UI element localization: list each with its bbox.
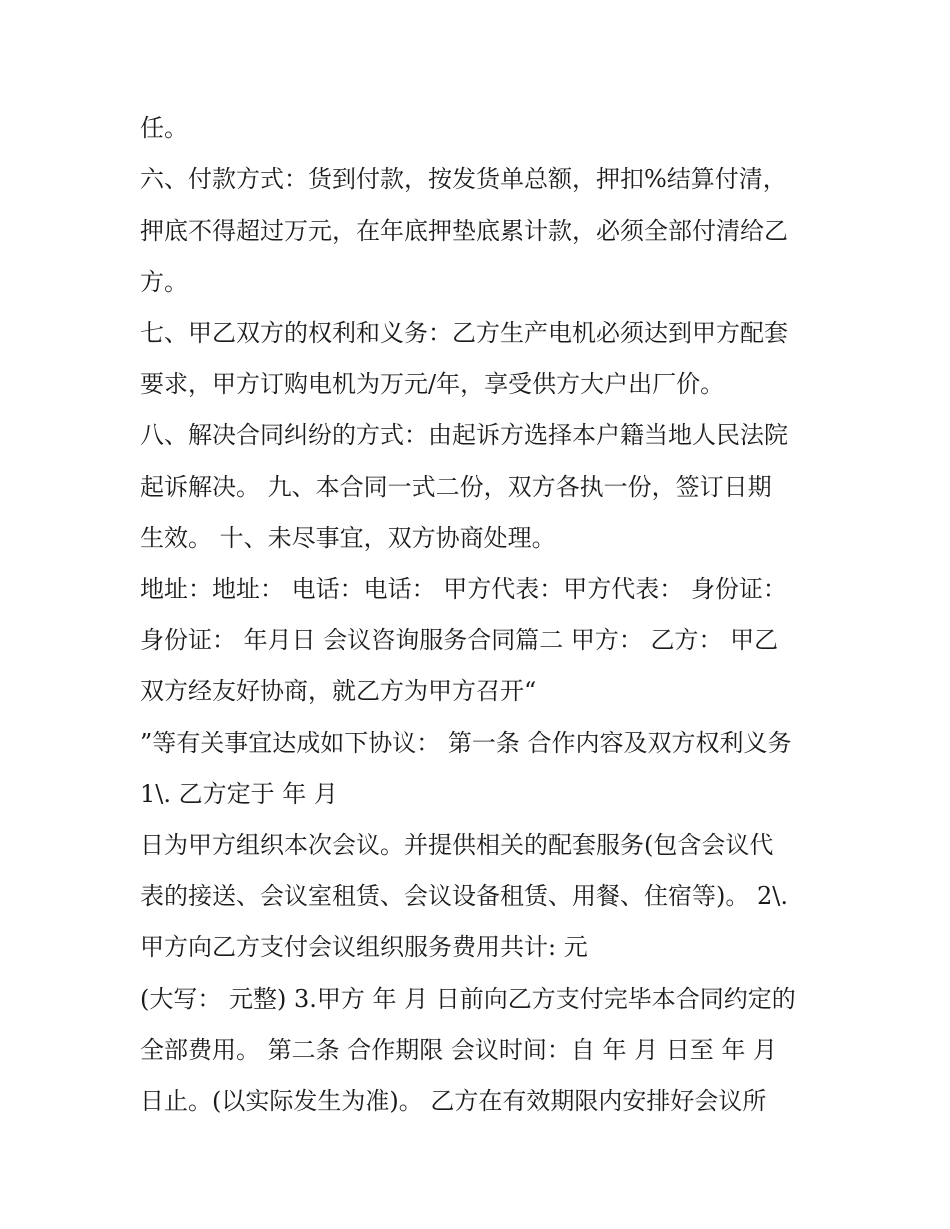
text-line-10: 地址：地址： 电话：电话： 甲方代表：甲方代表： 身份证： <box>140 575 787 603</box>
text-line-20: 日止。(以实际发生为准)。 乙方在有效期限内安排好会议所 <box>140 1087 767 1115</box>
text-line-13: ”等有关事宜达成如下协议： 第一条 合作内容及双方权利义务 <box>140 729 792 757</box>
text-line-5: 七、甲乙双方的权利和义务：乙方生产电机必须达到甲方配套 <box>140 319 788 347</box>
text-line-14: 1\. 乙方定于 年 月 <box>140 780 338 808</box>
text-line-16: 表的接送、会议室租赁、会议设备租赁、用餐、住宿等)。 2\. <box>140 882 788 910</box>
text-line-2: 六、付款方式：货到付款，按发货单总额，押扣%结算付清， <box>140 165 787 193</box>
text-line-12: 双方经友好协商，就乙方为甲方召开“ <box>140 677 537 705</box>
text-line-11: 身份证： 年月日 会议咨询服务合同篇二 甲方： 乙方： 甲乙 <box>140 626 779 654</box>
text-line-18: (大写： 元整) 3.甲方 年 月 日前向乙方支付完毕本合同约定的 <box>140 985 796 1013</box>
text-line-1: 任。 <box>140 114 188 142</box>
text-line-9: 生效。 十、未尽事宜，双方协商处理。 <box>140 524 556 552</box>
text-line-3: 押底不得超过万元，在年底押垫底累计款，必须全部付清给乙 <box>140 217 788 245</box>
text-line-17: 甲方向乙方支付会议组织服务费用共计: 元 <box>140 933 588 961</box>
text-line-7: 八、解决合同纠纷的方式：由起诉方选择本户籍当地人民法院 <box>140 421 788 449</box>
text-line-6: 要求，甲方订购电机为万元/年，享受供方大户出厂价。 <box>140 370 725 398</box>
text-line-15: 日为甲方组织本次会议。并提供相关的配套服务(包含会议代 <box>140 831 774 859</box>
text-line-8: 起诉解决。 九、本合同一式二份，双方各执一份，签订日期 <box>140 473 772 501</box>
text-line-4: 方。 <box>140 268 188 296</box>
text-line-19: 全部费用。 第二条 合作期限 会议时间：自 年 月 日至 年 月 <box>140 1036 778 1064</box>
